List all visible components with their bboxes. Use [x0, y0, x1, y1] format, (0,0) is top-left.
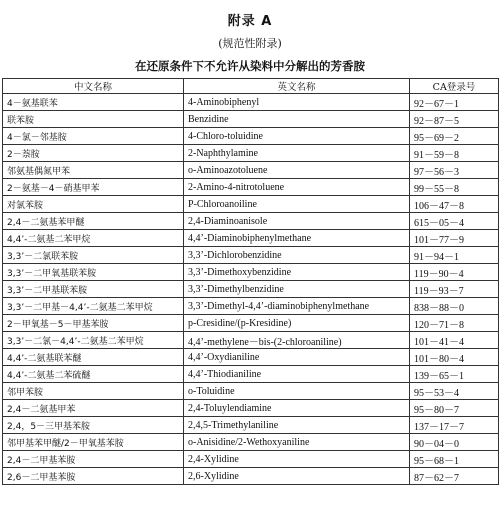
cell-chinese-name: 对氯苯胺: [3, 196, 184, 213]
table-row: [3, 264, 499, 281]
cell-english-name: 2,4-Diaminoanisole: [184, 213, 410, 230]
table-title: 在还原条件下不允许从染料中分解出的芳香胺: [135, 59, 365, 73]
cell-english-name: 2,4-Toluylendiamine: [184, 400, 410, 417]
cell-chinese-name: 2－氨基－4－硝基甲苯: [3, 179, 184, 196]
cell-ca-number: 119－90－4: [410, 264, 499, 281]
cell-english-name: 4,4’-methylene－bis-(2-chloroaniline): [184, 332, 410, 349]
cell-chinese-name: 4－氯－邻基胺: [3, 128, 184, 145]
cell-ca-number: 119－93－7: [410, 281, 499, 298]
column-header-ca: CA登录号: [410, 79, 499, 94]
cell-chinese-name: 2,6－二甲基苯胺: [3, 468, 184, 485]
cell-ca-number: 137－17－7: [410, 417, 499, 434]
cell-english-name: o-Toluidine: [184, 383, 410, 400]
cell-english-name: 2-Amino-4-nitrotoluene: [184, 179, 410, 196]
table-row: [3, 417, 499, 434]
amine-table: [2, 78, 499, 485]
table-row: [3, 383, 499, 400]
cell-ca-number: 95－69－2: [410, 128, 499, 145]
cell-chinese-name: 邻氨基偶氮甲苯: [3, 162, 184, 179]
cell-ca-number: 92－87－5: [410, 111, 499, 128]
appendix-title: 附录 A: [227, 14, 273, 29]
cell-chinese-name: 2－萘胺: [3, 145, 184, 162]
cell-ca-number: 838－88－0: [410, 298, 499, 315]
cell-ca-number: 139－65－1: [410, 366, 499, 383]
cell-ca-number: 87－62－7: [410, 468, 499, 485]
cell-english-name: 4,4’-Oxydianiline: [184, 349, 410, 366]
appendix-subtitle: (规范性附录): [218, 37, 282, 50]
cell-english-name: 4-Chloro-toluidine: [184, 128, 410, 145]
table-row: [3, 451, 499, 468]
cell-chinese-name: 2,4，5－三甲基苯胺: [3, 417, 184, 434]
cell-ca-number: 120－71－8: [410, 315, 499, 332]
table-row: [3, 434, 499, 451]
cell-ca-number: 101－80－4: [410, 349, 499, 366]
cell-english-name: o-Anisidine/2-Wethoxyaniline: [184, 434, 410, 451]
table-row: [3, 366, 499, 383]
cell-ca-number: 97－56－3: [410, 162, 499, 179]
cell-chinese-name: 4,4’-二氨基联苯醚: [3, 349, 184, 366]
table-row: [3, 400, 499, 417]
cell-english-name: 3,3’-Dimethylbenzidine: [184, 281, 410, 298]
cell-chinese-name: 3,3’－二氯联苯胺: [3, 247, 184, 264]
table-row: [3, 145, 499, 162]
table-row: [3, 162, 499, 179]
cell-english-name: 2,6-Xylidine: [184, 468, 410, 485]
table-row: [3, 298, 499, 315]
table-header-row: [3, 79, 499, 94]
table-row: [3, 111, 499, 128]
table-row: [3, 128, 499, 145]
cell-english-name: 3,3’-Dimethyl-4,4’-diaminobiphenylmethane: [184, 298, 410, 315]
table-row: [3, 213, 499, 230]
cell-ca-number: 92－67－1: [410, 94, 499, 111]
cell-chinese-name: 2,4－二甲基苯胺: [3, 451, 184, 468]
cell-english-name: 4,4’-Thiodianiline: [184, 366, 410, 383]
cell-chinese-name: 联苯胺: [3, 111, 184, 128]
cell-chinese-name: 2,4－二氨基苯甲醚: [3, 213, 184, 230]
cell-english-name: Benzidine: [184, 111, 410, 128]
cell-english-name: 3,3’-Dimethoxybenzidine: [184, 264, 410, 281]
table-body: [3, 94, 499, 485]
cell-ca-number: 101－41－4: [410, 332, 499, 349]
cell-english-name: 4-Aminobiphenyl: [184, 94, 410, 111]
cell-english-name: o-Aminoazotoluene: [184, 162, 410, 179]
cell-english-name: 2,4-Xylidine: [184, 451, 410, 468]
cell-chinese-name: 邻甲苯胺: [3, 383, 184, 400]
cell-ca-number: 101－77－9: [410, 230, 499, 247]
table-row: [3, 94, 499, 111]
cell-english-name: 4,4’-Diaminobiphenylmethane: [184, 230, 410, 247]
cell-chinese-name: 3,3’－二甲基联苯胺: [3, 281, 184, 298]
cell-ca-number: 106－47－8: [410, 196, 499, 213]
cell-english-name: 2,4,5-Trimethylaniline: [184, 417, 410, 434]
cell-ca-number: 91－59－8: [410, 145, 499, 162]
cell-chinese-name: 3,3’－二甲氧基联苯胺: [3, 264, 184, 281]
cell-chinese-name: 4,4’-二氨基二苯硫醚: [3, 366, 184, 383]
table-row: [3, 196, 499, 213]
cell-ca-number: 615－05－4: [410, 213, 499, 230]
cell-chinese-name: 邻甲基苯甲醚/2－甲氧基苯胺: [3, 434, 184, 451]
column-header-en: 英文名称: [184, 79, 410, 94]
cell-chinese-name: 4,4’-二氨基二苯甲烷: [3, 230, 184, 247]
table-row: [3, 230, 499, 247]
cell-ca-number: 90－04－0: [410, 434, 499, 451]
table-row: [3, 247, 499, 264]
table-row: [3, 315, 499, 332]
cell-english-name: P-Chloroanoiline: [184, 196, 410, 213]
table-row: [3, 332, 499, 349]
cell-chinese-name: 2,4－二氨基甲苯: [3, 400, 184, 417]
cell-chinese-name: 2－甲氧基－5－甲基苯胺: [3, 315, 184, 332]
cell-ca-number: 95－80－7: [410, 400, 499, 417]
cell-ca-number: 99－55－8: [410, 179, 499, 196]
cell-ca-number: 91－94－1: [410, 247, 499, 264]
cell-chinese-name: 4－氨基联苯: [3, 94, 184, 111]
cell-ca-number: 95－53－4: [410, 383, 499, 400]
table-row: [3, 281, 499, 298]
cell-chinese-name: 3,3’－二氯－4,4’-二氨基二苯甲烷: [3, 332, 184, 349]
table-row: [3, 349, 499, 366]
cell-ca-number: 95－68－1: [410, 451, 499, 468]
cell-english-name: 3,3’-Dichlorobenzidine: [184, 247, 410, 264]
table-row: [3, 468, 499, 485]
table-row: [3, 179, 499, 196]
column-header-cn: 中文名称: [3, 79, 184, 94]
cell-english-name: p-Cresidine/(p-Kresidine): [184, 315, 410, 332]
cell-chinese-name: 3,3’－二甲基－4,4’-二氨基二苯甲烷: [3, 298, 184, 315]
cell-english-name: 2-Naphthylamine: [184, 145, 410, 162]
